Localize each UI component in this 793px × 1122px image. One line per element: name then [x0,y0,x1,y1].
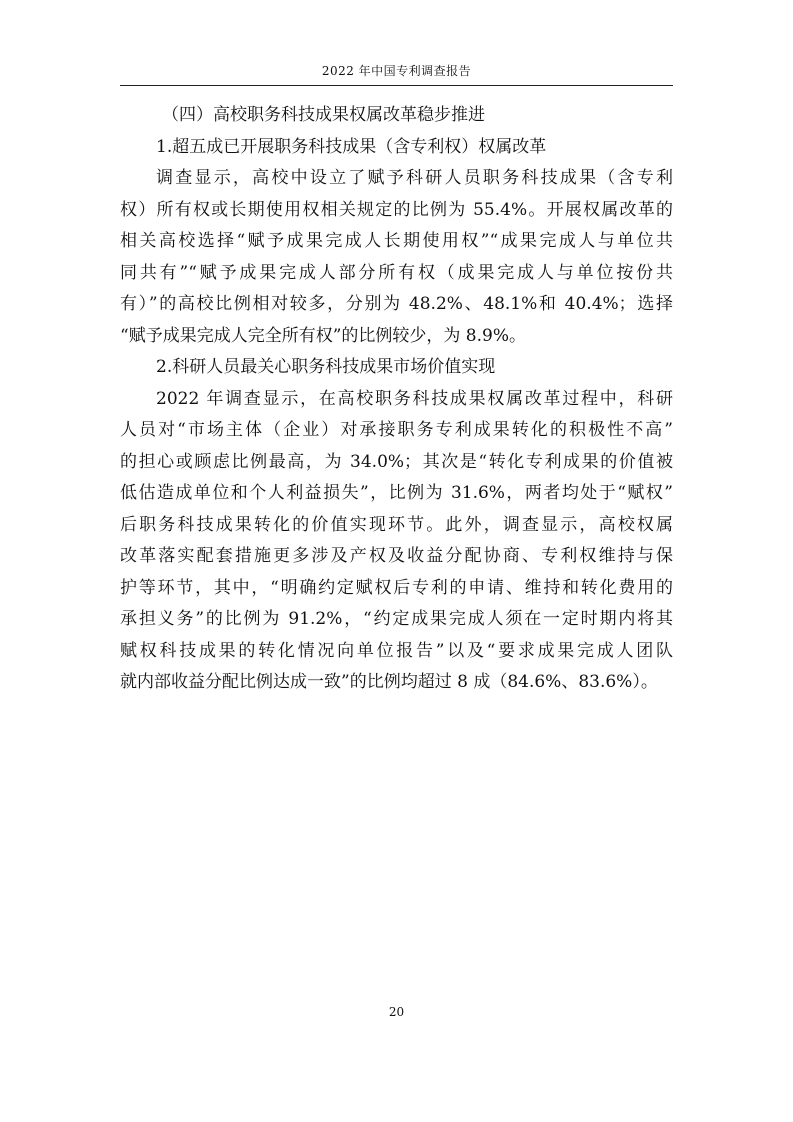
paragraph-line: 后职务科技成果转化的价值实现环节。此外，调查显示，高校权属 [120,514,673,535]
document-body [120,100,673,699]
paragraph-line: 有）”的高校比例相对较多，分别为 48.2%、48.1%和 40.4%；选择 [120,294,673,314]
section-heading: （四）高校职务科技成果权属改革稳步推进 [162,105,485,125]
paragraph-line: 2022 年调查显示，在高校职务科技成果权属改革过程中，科研 [156,388,673,409]
subsection-title: 1.超五成已开展职务科技成果（含专利权）权属改革 [156,136,547,157]
paragraph-line: 权）所有权或长期使用权相关规定的比例为 55.4%。开展权属改革的 [120,199,673,220]
paragraph-line: 护等环节，其中，“明确约定赋权后专利的申请、维持和转化费用的 [120,577,673,598]
paragraph-line: 同共有”“赋予成果完成人部分所有权（成果完成人与单位按份共 [120,262,673,283]
paragraph-line: 承担义务”的比例为 91.2%，“约定成果完成人须在一定时期内将其 [120,609,673,629]
page-number: 20 [388,1005,405,1019]
subsection-title: 2.科研人员最关心职务科技成果市场价值实现 [156,357,496,377]
paragraph-line: 的担心或顾虑比例最高，为 34.0%；其次是“转化专利成果的价值被 [120,451,673,472]
paragraph-line-last: 就内部收益分配比例达成一致”的比例均超过 8 成（84.6%、83.6%）。 [120,672,658,692]
paragraph-line: 相关高校选择“赋予成果完成人长期使用权”“成果完成人与单位共 [120,231,673,251]
running-header: 2022 年中国专利调查报告 [321,64,472,78]
paragraph-line: 人员对“市场主体（企业）对承接职务专利成果转化的积极性不高” [120,420,673,440]
paragraph-line-last: “赋予成果完成人完全所有权”的比例较少，为 8.9%。 [120,325,526,346]
paragraph-line: 低估造成单位和个人利益损失”，比例为 31.6%，两者均处于“赋权” [120,483,673,503]
header-divider [120,85,673,86]
paragraph-line: 改革落实配套措施更多涉及产权及收益分配协商、专利权维持与保 [120,546,673,566]
paragraph-line: 调查显示，高校中设立了赋予科研人员职务科技成果（含专利 [156,168,673,188]
paragraph-line: 赋权科技成果的转化情况向单位报告”以及“要求成果完成人团队 [120,640,673,661]
